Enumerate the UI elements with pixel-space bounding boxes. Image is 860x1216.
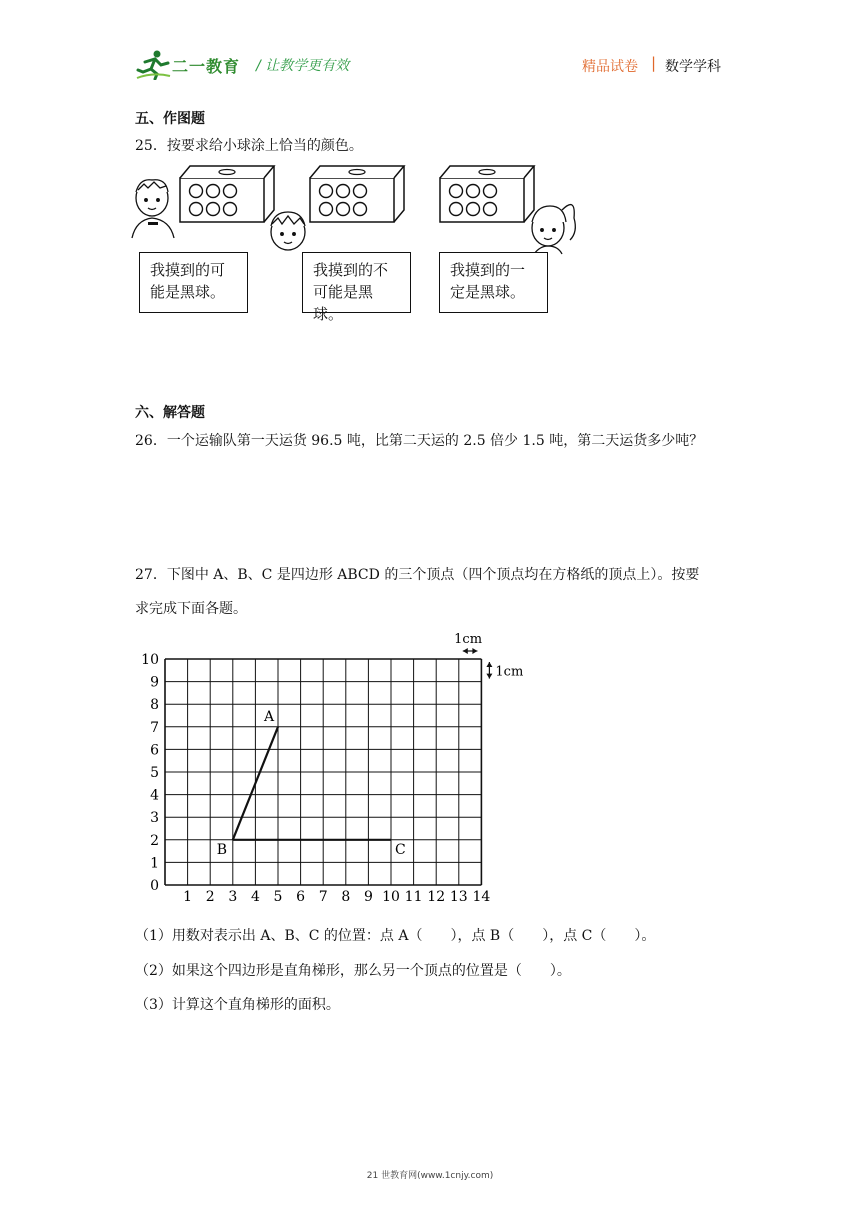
x-tick-label: 14 <box>472 889 491 905</box>
bubble-1-line1: 我摸到的可 <box>150 261 226 279</box>
question-27-line1: 27．下图中 A、B、C 是四边形 ABCD 的三个顶点（四个顶点均在方格纸的顶点上）。按要 <box>135 567 700 583</box>
x-tick-label: 5 <box>273 889 283 905</box>
point-label-A: A <box>264 708 275 725</box>
question-26: 26．一个运输队第一天运货 96.5 吨，比第二天运的 2.5 倍少 1.5 吨，第二天运货多少吨？ <box>135 433 704 449</box>
y-tick-label: 5 <box>150 765 159 781</box>
logo-runner-icon <box>135 48 171 80</box>
x-tick-label: 6 <box>296 889 306 905</box>
bubble-3-line2: 定是黑球。 <box>450 283 526 301</box>
y-tick-label: 8 <box>150 697 159 714</box>
boy-2-icon <box>271 212 305 250</box>
y-tick-label: 6 <box>150 742 159 759</box>
x-tick-label: 8 <box>341 889 351 905</box>
y-tick-label: 9 <box>150 674 159 691</box>
question-25: 25．按要求给小球涂上恰当的颜色。 <box>135 138 363 154</box>
logo-text: 二一教育 <box>172 57 241 76</box>
point-label-C: C <box>395 841 406 858</box>
x-tick-label: 12 <box>427 889 446 905</box>
point-label-B: B <box>216 841 228 858</box>
y-tick-label: 1 <box>150 855 159 872</box>
x-tick-label: 2 <box>205 889 215 905</box>
y-tick-label: 0 <box>150 878 159 894</box>
x-tick-label: 9 <box>363 889 373 905</box>
speech-bubble-2 <box>302 252 411 323</box>
ball-boxes-figure <box>130 160 600 260</box>
section5-heading: 五、作图题 <box>135 111 205 127</box>
footer-source: 21 世教育网(www.1cnjy.com) <box>366 1171 494 1181</box>
y-tick-label: 4 <box>150 787 159 804</box>
y-tick-label: 3 <box>150 810 159 827</box>
girl-icon <box>532 205 575 254</box>
x-tick-label: 10 <box>382 889 400 905</box>
question-27-line2: 求完成下面各题。 <box>135 601 247 617</box>
ball-box-3 <box>440 166 534 222</box>
label-quality: 精品试卷 <box>582 59 638 75</box>
label-subject: 数学学科 <box>665 59 721 75</box>
bubble-2-line2: 可能是黑球。 <box>313 283 374 323</box>
speech-bubble-1 <box>139 252 248 313</box>
coordinate-grid <box>130 620 550 910</box>
bubble-3-line1: 我摸到的一 <box>450 261 526 279</box>
subquestion-1: （1）用数对表示出 A、B、C 的位置：点 A（ ），点 B（ ），点 C（ ）。 <box>135 928 656 944</box>
header-separator: | <box>651 54 657 72</box>
ball-box-1 <box>180 166 274 222</box>
subquestion-3: （3）计算这个直角梯形的面积。 <box>135 997 340 1013</box>
x-tick-label: 11 <box>404 889 423 905</box>
y-tick-label: 2 <box>150 832 159 849</box>
x-tick-label: 4 <box>250 889 260 905</box>
section6-heading: 六、解答题 <box>135 405 205 421</box>
x-tick-label: 13 <box>449 889 468 905</box>
slogan: / 让教学更有效 <box>256 58 350 74</box>
x-tick-label: 3 <box>228 889 238 905</box>
bubble-1-line2: 能是黑球。 <box>150 283 226 301</box>
scale-label-horizontal: 1cm <box>454 632 483 647</box>
speech-bubble-3 <box>439 252 548 313</box>
subquestion-2: （2）如果这个四边形是直角梯形，那么另一个顶点的位置是（ ）。 <box>135 963 571 979</box>
boy-1-icon <box>132 180 174 238</box>
bubble-2-line1: 我摸到的不 <box>313 261 389 279</box>
scale-label-vertical: 1cm <box>495 664 524 680</box>
y-tick-label: 7 <box>150 719 159 736</box>
x-tick-label: 7 <box>318 889 328 905</box>
x-tick-label: 1 <box>183 889 193 905</box>
y-tick-label: 10 <box>141 652 159 668</box>
ball-box-2 <box>310 166 404 222</box>
